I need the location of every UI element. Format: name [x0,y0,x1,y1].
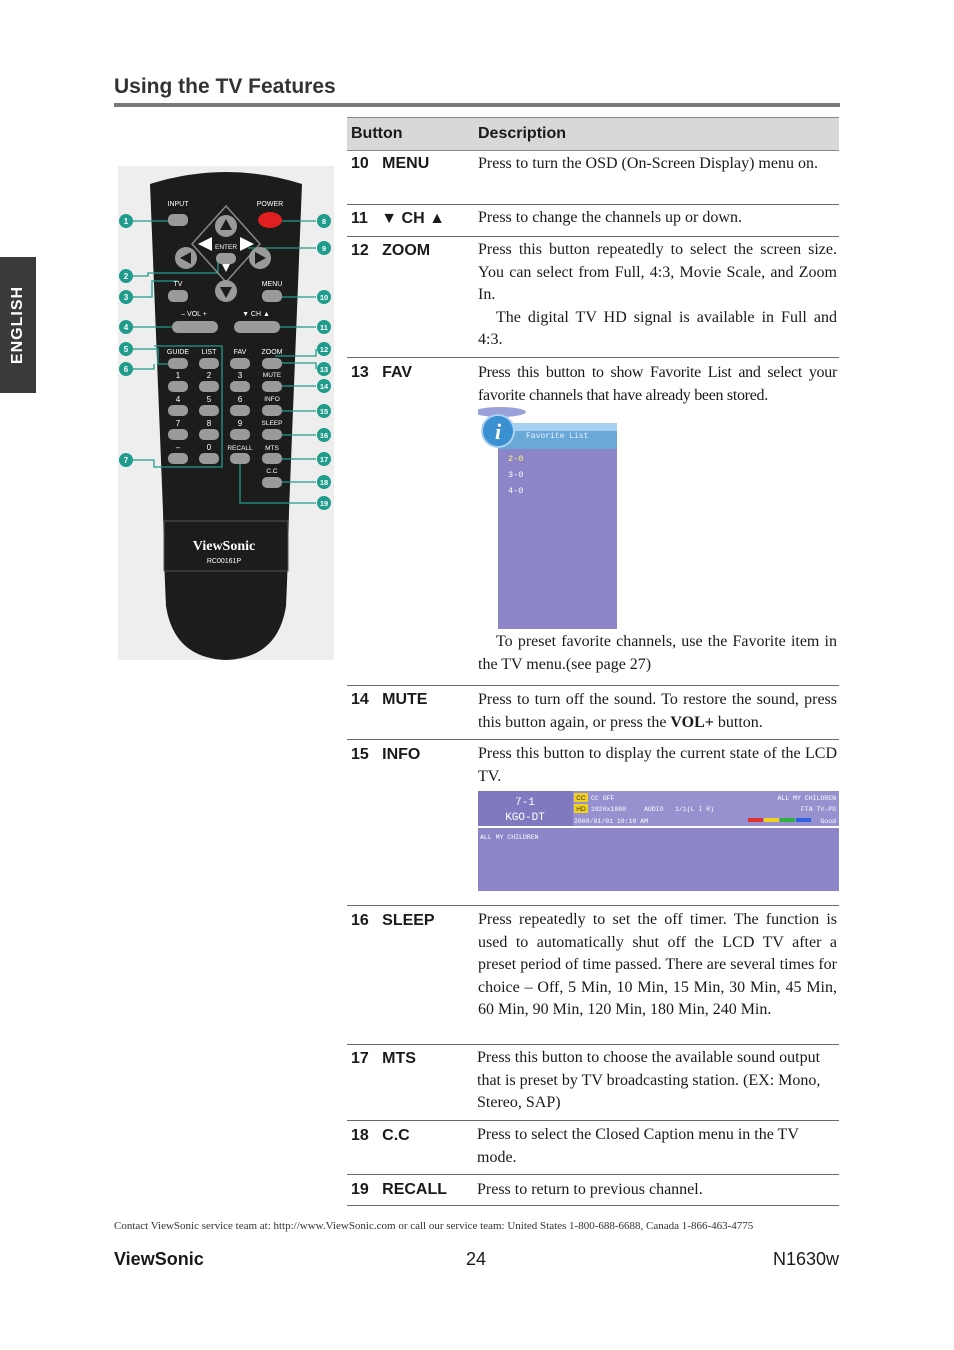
svg-text:8: 8 [321,217,327,226]
row-label-sleep [351,912,435,930]
svg-text:5: 5 [123,345,129,354]
mute-desc-bold: VOL+ [670,713,714,731]
row-desc-ch: Press to change the channels up or down. [478,209,742,226]
language-tab-label: ENGLISH [9,285,26,365]
svg-text:2-0: 2-0 [508,454,524,464]
svg-text:11: 11 [320,323,328,332]
row-label-zoom [351,242,430,260]
svg-text:2000/01/01 10:10 AM: 2000/01/01 10:10 AM [574,818,649,825]
footer-model: N1630w [772,1249,839,1269]
row-label-menu [351,155,429,173]
info-banner-screen [478,791,839,891]
row-number: 10 [351,155,369,172]
row-name: FAV [382,364,413,381]
svg-text:RC00161P: RC00161P [206,558,242,565]
svg-text:ALL MY CHILDREN: ALL MY CHILDREN [480,834,539,841]
row-label-mts [351,1050,416,1068]
row-name: MENU [382,155,430,172]
row-label-recall [351,1181,447,1199]
svg-text:4-0: 4-0 [508,486,524,496]
row-desc-info: Press this button to display the current state of the LCD TV. [478,745,837,785]
svg-text:1/1(L I R): 1/1(L I R) [675,806,715,813]
header-button: Button [351,125,403,142]
svg-text:2: 2 [206,371,212,380]
row-desc-sleep: Press repeatedly to set the off timer. The function is used to automatically shut off the LCD TV after a preset period of time passed. There are several times for choice – Off, 5 Min, 10 Min, 15 Min, 30 Min, 45 Min, 60 Min, 90 Min, 120 Min, 180 Min, 240 Min. [478,911,837,1018]
svg-text:C.C: C.C [266,468,278,475]
svg-text:Favorite List: Favorite List [526,432,589,441]
svg-text:–: – [175,443,181,452]
row-label-mute [351,691,427,709]
row-number: 11 [351,210,368,227]
svg-text:GUIDE: GUIDE [166,349,190,356]
zoom-desc-main: Press this button repeatedly to select the screen size. You can select from Full, 4:3, Movie Scale, and Zoom In. [478,241,837,303]
svg-text:10: 10 [319,293,329,302]
row-divider [347,739,839,740]
row-number: 17 [351,1050,369,1067]
svg-text:ZOOM: ZOOM [261,349,283,356]
svg-text:Good: Good [820,818,836,825]
row-number: 12 [351,242,369,259]
zoom-desc-note: The digital TV HD signal is available in Full and 4:3. [478,308,837,348]
svg-text:MENU: MENU [261,281,283,288]
mute-desc-text: Press to turn off the sound. To restore the sound, press this button again, or press the [478,691,837,731]
tv-button [168,290,188,302]
row-desc-zoom [478,239,837,352]
channel-button [234,321,280,333]
svg-text:MUTE: MUTE [262,372,282,379]
svg-text:7-1: 7-1 [515,797,535,809]
svg-text:ViewSonic: ViewSonic [192,539,256,554]
row-name: SLEEP [382,912,435,929]
svg-text:1: 1 [175,371,181,380]
contact-info: Contact ViewSonic service team at: http://www.ViewSonic.com or call our service team: United States 1-800-688-6688, Canada 1-866-463-4775 [114,1220,754,1232]
footer-brand: ViewSonic [114,1249,204,1269]
row-divider [347,1174,839,1175]
volume-button [172,321,218,333]
svg-text:– VOL +: – VOL + [181,311,207,318]
row-label-info [351,746,420,764]
svg-text:POWER: POWER [256,201,284,208]
row-divider [347,1120,839,1121]
svg-text:9: 9 [321,244,327,253]
row-divider [347,357,839,358]
page-title: Using the TV Features [114,75,336,98]
title-rule [114,103,840,107]
svg-text:TV: TV [173,281,183,288]
svg-text:15: 15 [319,407,329,416]
row-number: 16 [351,912,369,929]
row-name: RECALL [382,1181,448,1198]
row-name: INFO [382,746,421,763]
row-desc-mute [478,689,837,734]
input-button [168,214,188,226]
svg-text:0: 0 [206,443,212,452]
svg-text:ENTER: ENTER [214,244,238,251]
row-divider [347,204,839,205]
svg-text:4: 4 [123,323,129,332]
svg-text:16: 16 [319,431,329,440]
svg-text:AUDIO: AUDIO [644,806,664,813]
svg-text:INPUT: INPUT [167,201,189,208]
table-header [347,117,839,151]
enter-button [216,253,236,264]
svg-text:FTA TV-PG: FTA TV-PG [800,806,836,813]
row-desc-recall: Press to return to previous channel. [477,1181,703,1198]
row-name: MTS [382,1050,416,1067]
svg-text:▼ CH ▲: ▼ CH ▲ [242,311,270,318]
svg-text:9: 9 [237,419,243,428]
row-divider [347,236,839,237]
svg-text:17: 17 [319,455,329,464]
svg-text:FAV: FAV [233,349,247,356]
svg-text:SLEEP: SLEEP [261,420,283,427]
row-label-fav [351,364,412,382]
svg-text:CC: CC [576,795,586,802]
row-label-cc [351,1127,410,1145]
svg-text:HD: HD [576,806,586,813]
row-divider [347,1044,839,1045]
row-name: ZOOM [382,242,431,259]
row-divider [347,1205,839,1206]
svg-text:1920x1080: 1920x1080 [591,806,627,813]
svg-text:4: 4 [175,395,181,404]
row-number: 18 [351,1127,369,1144]
svg-text:6: 6 [237,395,243,404]
svg-text:18: 18 [319,478,329,487]
svg-text:MTS: MTS [265,445,279,452]
svg-text:3: 3 [123,293,129,302]
row-number: 14 [351,691,369,708]
row-desc-mts: Press this button to choose the available sound output that is preset by TV broadcasting station. (EX: Mono, Stereo, SAP) [477,1049,821,1111]
row-number: 19 [351,1181,369,1198]
svg-text:i: i [494,419,502,444]
svg-text:7: 7 [123,456,129,465]
svg-text:14: 14 [319,382,329,391]
row-desc-fav: Press this button to show Favorite List and select your favorite channels that have already been stored. [478,364,837,404]
svg-text:8: 8 [206,419,212,428]
svg-text:ALL MY CHILDREN: ALL MY CHILDREN [777,795,836,802]
svg-text:2: 2 [123,272,129,281]
row-divider [347,905,839,906]
svg-text:7: 7 [175,419,181,428]
menu-button [262,290,282,302]
page-number: 24 [466,1249,487,1269]
row-name: C.C [382,1127,410,1144]
svg-text:LIST: LIST [201,349,217,356]
mute-desc-end: button. [713,713,763,731]
favorite-list-screen [478,407,620,631]
svg-text:1: 1 [123,217,129,226]
svg-text:3-0: 3-0 [508,470,524,480]
svg-text:19: 19 [319,499,329,508]
row-divider [347,685,839,686]
fav-desc-note: To preset favorite channels, use the Favorite item in the TV menu.(see page 27) [478,633,837,673]
svg-text:KGO-DT: KGO-DT [505,812,545,824]
language-tab [0,257,36,393]
remote-control-illustration [118,166,334,660]
svg-text:5: 5 [206,395,212,404]
svg-text:13: 13 [319,365,329,374]
row-desc-fav-note [478,631,837,676]
row-number: 13 [351,364,369,381]
svg-text:12: 12 [319,345,329,354]
svg-text:6: 6 [123,365,129,374]
svg-text:CC OFF: CC OFF [591,795,615,802]
row-number: 15 [351,746,369,763]
row-name: MUTE [382,691,428,708]
row-name: ▼ CH ▲ [381,210,445,227]
row-desc-menu: Press to turn the OSD (On-Screen Display) menu on. [478,155,818,172]
svg-text:RECALL: RECALL [227,445,253,452]
svg-text:3: 3 [237,371,243,380]
row-desc-cc: Press to select the Closed Caption menu in the TV mode. [477,1126,799,1166]
svg-text:INFO: INFO [264,396,280,403]
header-description: Description [478,125,567,142]
row-label-ch [351,210,445,228]
power-button [258,212,282,228]
